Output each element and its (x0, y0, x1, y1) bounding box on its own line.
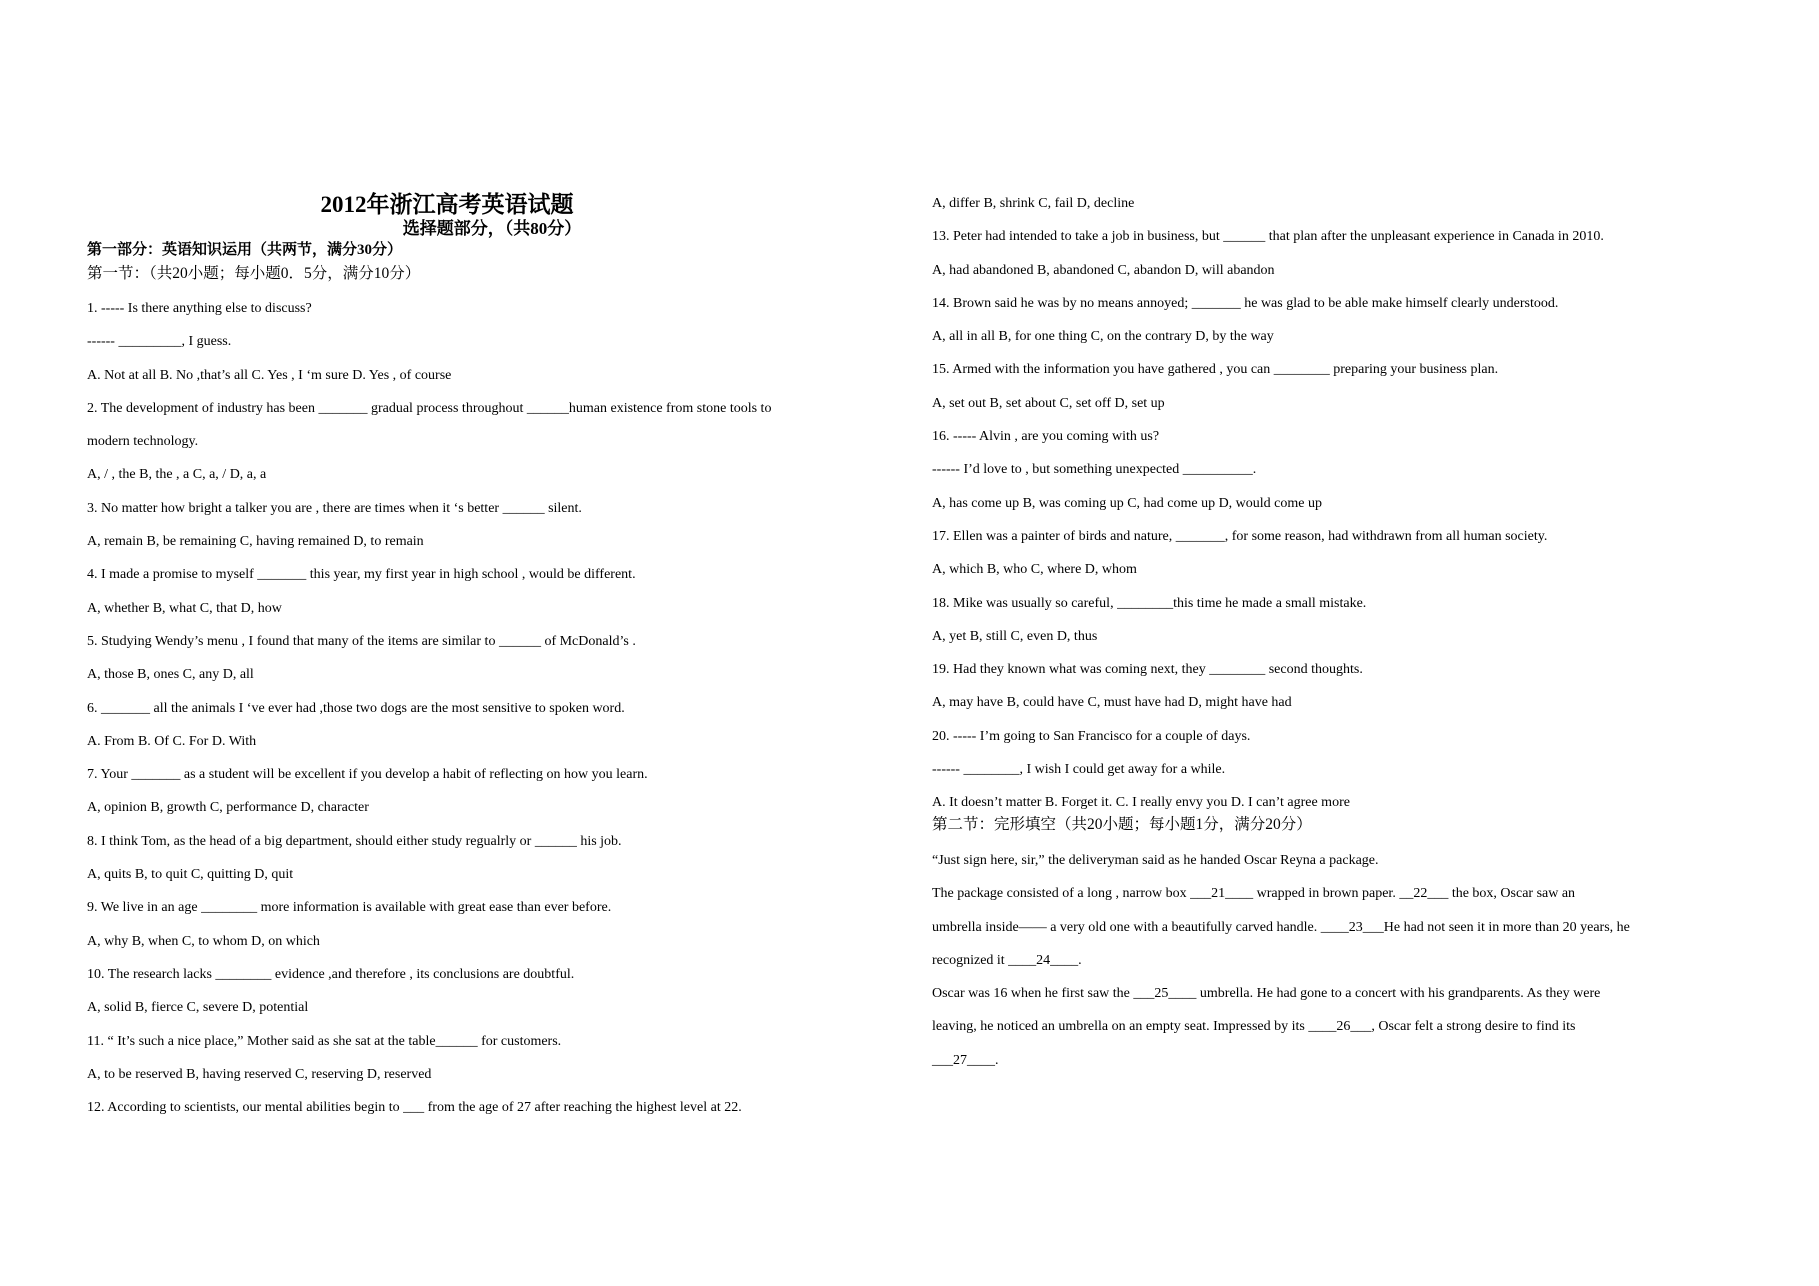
text-line: A, whether B, what C, that D, how (87, 600, 282, 616)
text-line: A, all in all B, for one thing C, on the contrary D, by the way (932, 329, 1274, 345)
section1-heading: 第一节：（共20小题；每小题0．5分，满分10分） (87, 265, 421, 282)
text-line: 14. Brown said he was by no means annoyed; _______ he was glad to be able make himself clearly understood. (932, 295, 1559, 311)
text-line: A, yet B, still C, even D, thus (932, 628, 1098, 644)
text-line: umbrella inside—— a very old one with a beautifully carved handle. ____23___He had not seen it in more than 20 years, he (932, 919, 1630, 935)
text-line: 9. We live in an age ________ more information is available with great ease than ever before. (87, 900, 612, 916)
text-line: 13. Peter had intended to take a job in business, but ______ that plan after the unpleasant experience in Canada in 2010. (932, 229, 1604, 245)
text-line: ___27____. (932, 1052, 999, 1068)
text-line: 1. ----- Is there anything else to discuss? (87, 301, 312, 316)
text-line: ------ ________, I wish I could get away for a while. (932, 762, 1226, 778)
text-line: 3. No matter how bright a talker you are , there are times when it ‘s better ______ silent. (87, 500, 582, 516)
text-line: leaving, he noticed an umbrella on an empty seat. Impressed by its ____26___, Oscar felt a strong desire to find its (932, 1019, 1576, 1035)
text-line: 12. According to scientists, our mental abilities begin to ___ from the age of 27 after reaching the highest level at 22. (87, 1100, 742, 1116)
text-line: 10. The research lacks ________ evidence ,and therefore , its conclusions are doubtful. (87, 966, 575, 982)
page-subtitle: 选择题部分，（共80分） (402, 219, 582, 238)
text-line: A, solid B, fierce C, severe D, potential (87, 1000, 309, 1016)
text-line: A. It doesn’t matter B. Forget it. C. I really envy you D. I can’t agree more (932, 795, 1350, 811)
text-line: ------ I’d love to , but something unexpected __________. (932, 462, 1257, 478)
text-line: 17. Ellen was a painter of birds and nature, _______, for some reason, had withdrawn from all human society. (932, 528, 1548, 544)
text-line: recognized it ____24____. (932, 952, 1082, 968)
text-line: 4. I made a promise to myself _______ this year, my first year in high school , would be different. (87, 567, 636, 583)
text-line: A, why B, when C, to whom D, on which (87, 933, 320, 949)
text-line: The package consisted of a long , narrow box ___21____ wrapped in brown paper. __22___ the box, Oscar saw an (932, 886, 1576, 902)
text-line: 19. Had they known what was coming next, they ________ second thoughts. (932, 662, 1363, 678)
text-line: 11. “ It’s such a nice place,” Mother said as she sat at the table______ for customers. (87, 1033, 562, 1049)
text-line: “Just sign here, sir,” the deliveryman said as he handed Oscar Reyna a package. (932, 853, 1379, 868)
text-line: A, has come up B, was coming up C, had come up D, would come up (932, 495, 1322, 511)
text-line: 15. Armed with the information you have gathered , you can ________ preparing your business plan. (932, 362, 1499, 378)
text-line: 7. Your _______ as a student will be excellent if you develop a habit of reflecting on how you learn. (87, 767, 648, 783)
text-line: 2. The development of industry has been _______ gradual process throughout ______human existence from stone tools to (87, 400, 772, 416)
page-title: 2012年浙江高考英语试题 (320, 192, 574, 217)
cloze-passage (932, 844, 1762, 1077)
left-column-questions (87, 292, 887, 1124)
text-line: 16. ----- Alvin , are you coming with us? (932, 429, 1160, 445)
text-line: A, remain B, be remaining C, having remained D, to remain (87, 534, 424, 550)
text-line: A, which B, who C, where D, whom (932, 562, 1137, 578)
text-line: 18. Mike was usually so careful, ________this time he made a small mistake. (932, 595, 1367, 611)
text-line: A, opinion B, growth C, performance D, character (87, 800, 369, 816)
section2-heading: 第二节：完形填空（共20小题；每小题1分，满分20分） (932, 816, 1312, 833)
text-line: A. From B. Of C. For D. With (87, 733, 257, 749)
text-line: 5. Studying Wendy’s menu , I found that many of the items are similar to ______ of McDonald’s . (87, 633, 636, 649)
text-line: A. Not at all B. No ,that’s all C. Yes , I ‘m sure D. Yes , of course (87, 367, 452, 383)
text-line: A, quits B, to quit C, quitting D, quit (87, 867, 294, 883)
part-heading: 第一部分：英语知识运用（共两节，满分30分） (87, 242, 403, 258)
text-line: 8. I think Tom, as the head of a big department, should either study regualrly or ______ his job. (87, 833, 622, 849)
text-line: ------ _________, I guess. (87, 334, 232, 350)
text-line: 6. _______ all the animals I ‘ve ever had ,those two dogs are the most sensitive to spoken word. (87, 700, 625, 716)
text-line: A, / , the B, the , a C, a, / D, a, a (87, 467, 267, 483)
text-line: 20. ----- I’m going to San Francisco for a couple of days. (932, 728, 1251, 744)
text-line: A, had abandoned B, abandoned C, abandon D, will abandon (932, 262, 1275, 278)
text-line: A, differ B, shrink C, fail D, decline (932, 196, 1135, 211)
text-line: A, to be reserved B, having reserved C, reserving D, reserved (87, 1066, 432, 1082)
right-column-questions (932, 187, 1762, 820)
text-line: A, may have B, could have C, must have had D, might have had (932, 695, 1292, 711)
text-line: A, those B, ones C, any D, all (87, 667, 254, 683)
text-line: modern technology. (87, 434, 199, 450)
text-line: Oscar was 16 when he first saw the ___25____ umbrella. He had gone to a concert with his grandparents. As they were (932, 986, 1601, 1002)
text-line: A, set out B, set about C, set off D, set up (932, 395, 1165, 411)
